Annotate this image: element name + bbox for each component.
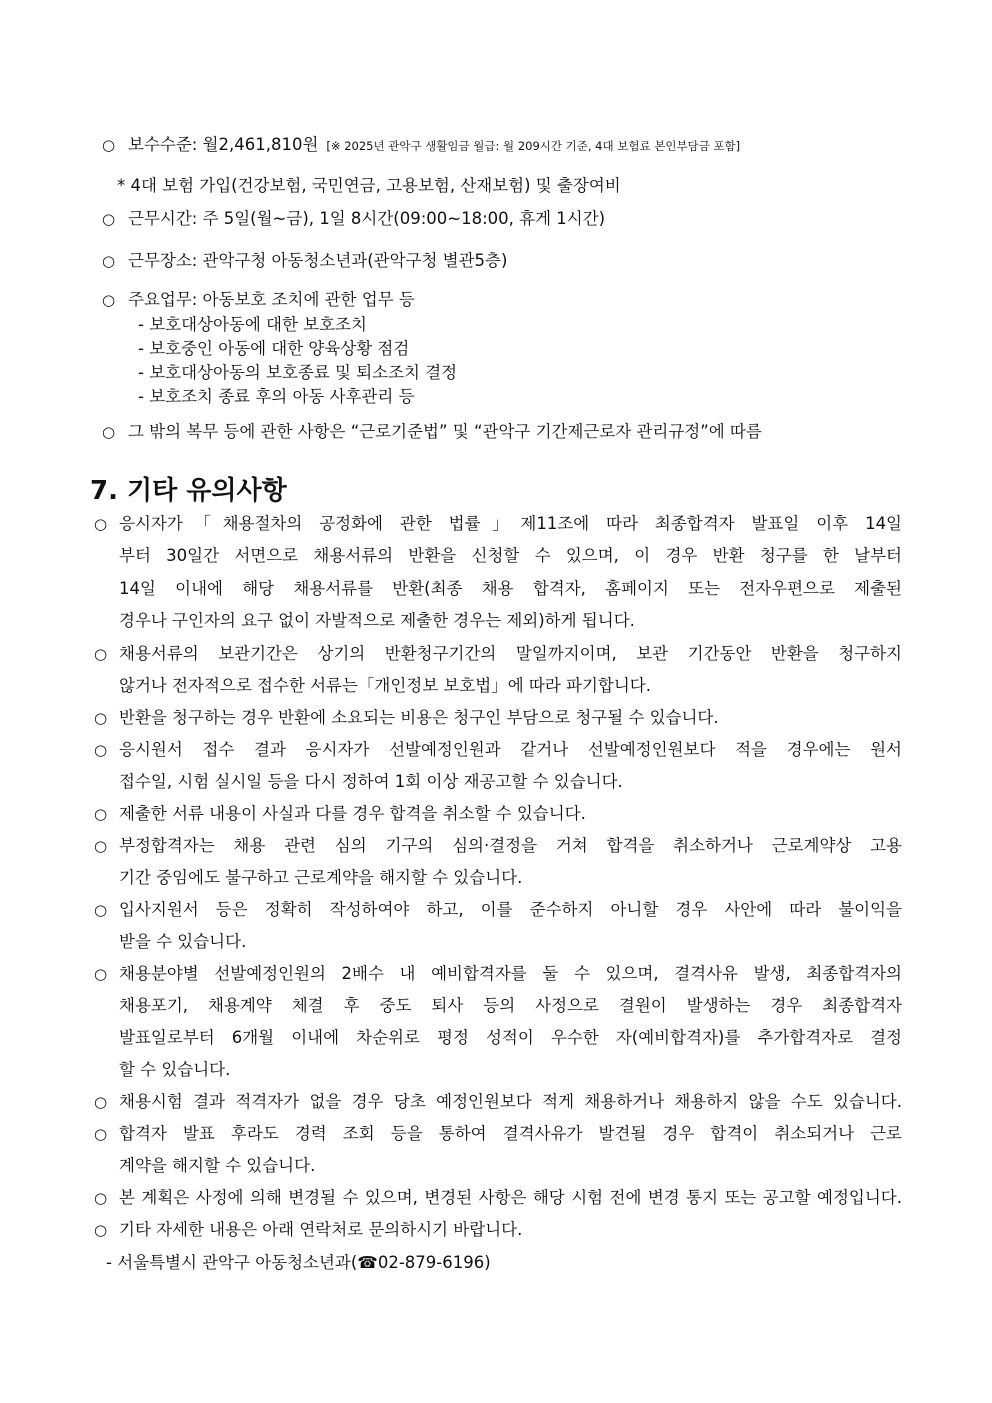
bullet-icon: ○ [94, 901, 108, 919]
list-item [128, 250, 507, 272]
list-item [128, 134, 740, 157]
notice-item: 기타 자세한 내용은 아래 연락처로 문의하시기 바랍니다. [119, 1220, 523, 1239]
notice-item-continued: 받을 수 있습니다. [119, 932, 247, 951]
insurance-note: * 4대 보험 가입(건강보험, 국민연금, 고용보험, 산재보험) 및 출장여비 [117, 176, 621, 195]
notice-item: 채용분야별 선발예정인원의 2배수 내 예비합격자를 둘 수 있으며, 결격사유 발생, 최종합격자의 [119, 964, 902, 983]
notice-item: 제출한 서류 내용이 사실과 다를 경우 합격을 취소할 수 있습니다. [119, 804, 586, 823]
notice-item-continued: 경우나 구인자의 요구 없이 자발적으로 제출한 경우는 제외)하게 됩니다. [119, 611, 635, 630]
bullet-icon: ○ [94, 837, 108, 855]
bullet-icon: ○ [94, 1189, 108, 1207]
list-item [128, 421, 762, 443]
item-text: 근무시간: 주 5일(월~금), 1일 8시간(09:00~18:00, 휴게 1시간) [128, 209, 606, 228]
notice-item-continued: 기간 중임에도 불구하고 근로계약을 해지할 수 있습니다. [119, 868, 523, 887]
bullet-icon: ○ [94, 805, 108, 823]
item-text: 근무장소: 관악구청 아동청소년과(관악구청 별관5층) [128, 251, 508, 270]
bullet-icon: ○ [102, 423, 116, 441]
item-text: 그 밖의 복무 등에 관한 사항은 “근로기준법” 및 “관악구 기간제근로자 관리규정”에 따름 [128, 422, 762, 441]
bullet-icon: ○ [102, 136, 116, 154]
bullet-icon: ○ [94, 965, 108, 983]
bullet-icon: ○ [102, 252, 116, 270]
notice-item: 본 계획은 사정에 의해 변경될 수 있으며, 변경된 사항은 해당 시험 전에 변경 통지 또는 공고할 예정입니다. [119, 1188, 902, 1207]
notice-item: 응시자가「채용절차의 공정화에 관한 법률」제11조에 따라 최종합격자 발표일 이후 14일 [119, 514, 902, 533]
duty-item: - 보호대상아동의 보호종료 및 퇴소조치 결정 [138, 363, 458, 382]
notice-item: 채용서류의 보관기간은 상기의 반환청구기간의 말일까지이며, 보관 기간동안 반환을 청구하지 [119, 644, 902, 663]
duty-item: - 보호조치 종료 후의 아동 사후관리 등 [138, 387, 415, 406]
notice-item-continued: 채용포기, 채용계약 체결 후 중도 퇴사 등의 사정으로 결원이 발생하는 경우 최종합격자 [119, 996, 902, 1015]
bullet-icon: ○ [94, 1093, 108, 1111]
bullet-icon: ○ [94, 1221, 108, 1239]
item-text: 주요업무: 아동보호 조치에 관한 업무 등 [128, 290, 415, 309]
contact-info: - 서울특별시 관악구 아동청소년과(☎02-879-6196) [106, 1253, 491, 1272]
item-note: [※ 2025년 관악구 생활임금 월급: 월 209시간 기준, 4대 보험료 본인부담금 포함] [326, 139, 741, 153]
notice-item: 입사지원서 등은 정확히 작성하여야 하고, 이를 준수하지 아니할 경우 사안에 따라 불이익을 [119, 900, 902, 919]
notice-item-continued: 발표일로부터 6개월 이내에 차순위로 평정 성적이 우수한 자(예비합격자)를 추가합격자로 결정 [119, 1028, 902, 1047]
bullet-icon: ○ [94, 515, 108, 533]
notice-item: 응시원서 접수 결과 응시자가 선발예정인원과 같거나 선발예정인원보다 적을 경우에는 원서 [119, 740, 902, 759]
duty-item: - 보호대상아동에 대한 보호조치 [138, 315, 367, 334]
notice-item-continued: 할 수 있습니다. [119, 1060, 231, 1079]
notice-item-continued: 14일 이내에 해당 채용서류를 반환(최종 채용 합격자, 홈페이지 또는 전자우편으로 제출된 [119, 579, 902, 598]
notice-item: 채용시험 결과 적격자가 없을 경우 당초 예정인원보다 적게 채용하거나 채용하지 않을 수도 있습니다. [119, 1092, 902, 1111]
item-text: 보수수준: 월2,461,810원 [128, 135, 319, 154]
notice-item-continued: 부터 30일간 서면으로 채용서류의 반환을 신청할 수 있으며, 이 경우 반환 청구를 한 날부터 [119, 546, 902, 565]
list-item [128, 208, 605, 230]
section-heading: 7. 기타 유의사항 [90, 476, 287, 506]
list-item [128, 289, 415, 311]
notice-item-continued: 접수일, 시험 실시일 등을 다시 정하여 1회 이상 재공고할 수 있습니다. [119, 772, 623, 791]
notice-item: 부정합격자는 채용 관련 심의 기구의 심의·결정을 거쳐 합격을 취소하거나 근로계약상 고용 [119, 836, 902, 855]
notice-item: 반환을 청구하는 경우 반환에 소요되는 비용은 청구인 부담으로 청구될 수 있습니다. [119, 708, 719, 727]
bullet-icon: ○ [94, 1125, 108, 1143]
bullet-icon: ○ [94, 645, 108, 663]
bullet-icon: ○ [102, 291, 116, 309]
notice-item-continued: 않거나 전자적으로 접수한 서류는「개인정보 보호법」에 따라 파기합니다. [119, 676, 651, 695]
bullet-icon: ○ [94, 741, 108, 759]
bullet-icon: ○ [94, 709, 108, 727]
notice-item: 합격자 발표 후라도 경력 조회 등을 통하여 결격사유가 발견될 경우 합격이 취소되거나 근로 [119, 1124, 902, 1143]
bullet-icon: ○ [102, 210, 116, 228]
notice-item-continued: 계약을 해지할 수 있습니다. [119, 1156, 316, 1175]
duty-item: - 보호중인 아동에 대한 양육상황 점검 [138, 339, 410, 358]
